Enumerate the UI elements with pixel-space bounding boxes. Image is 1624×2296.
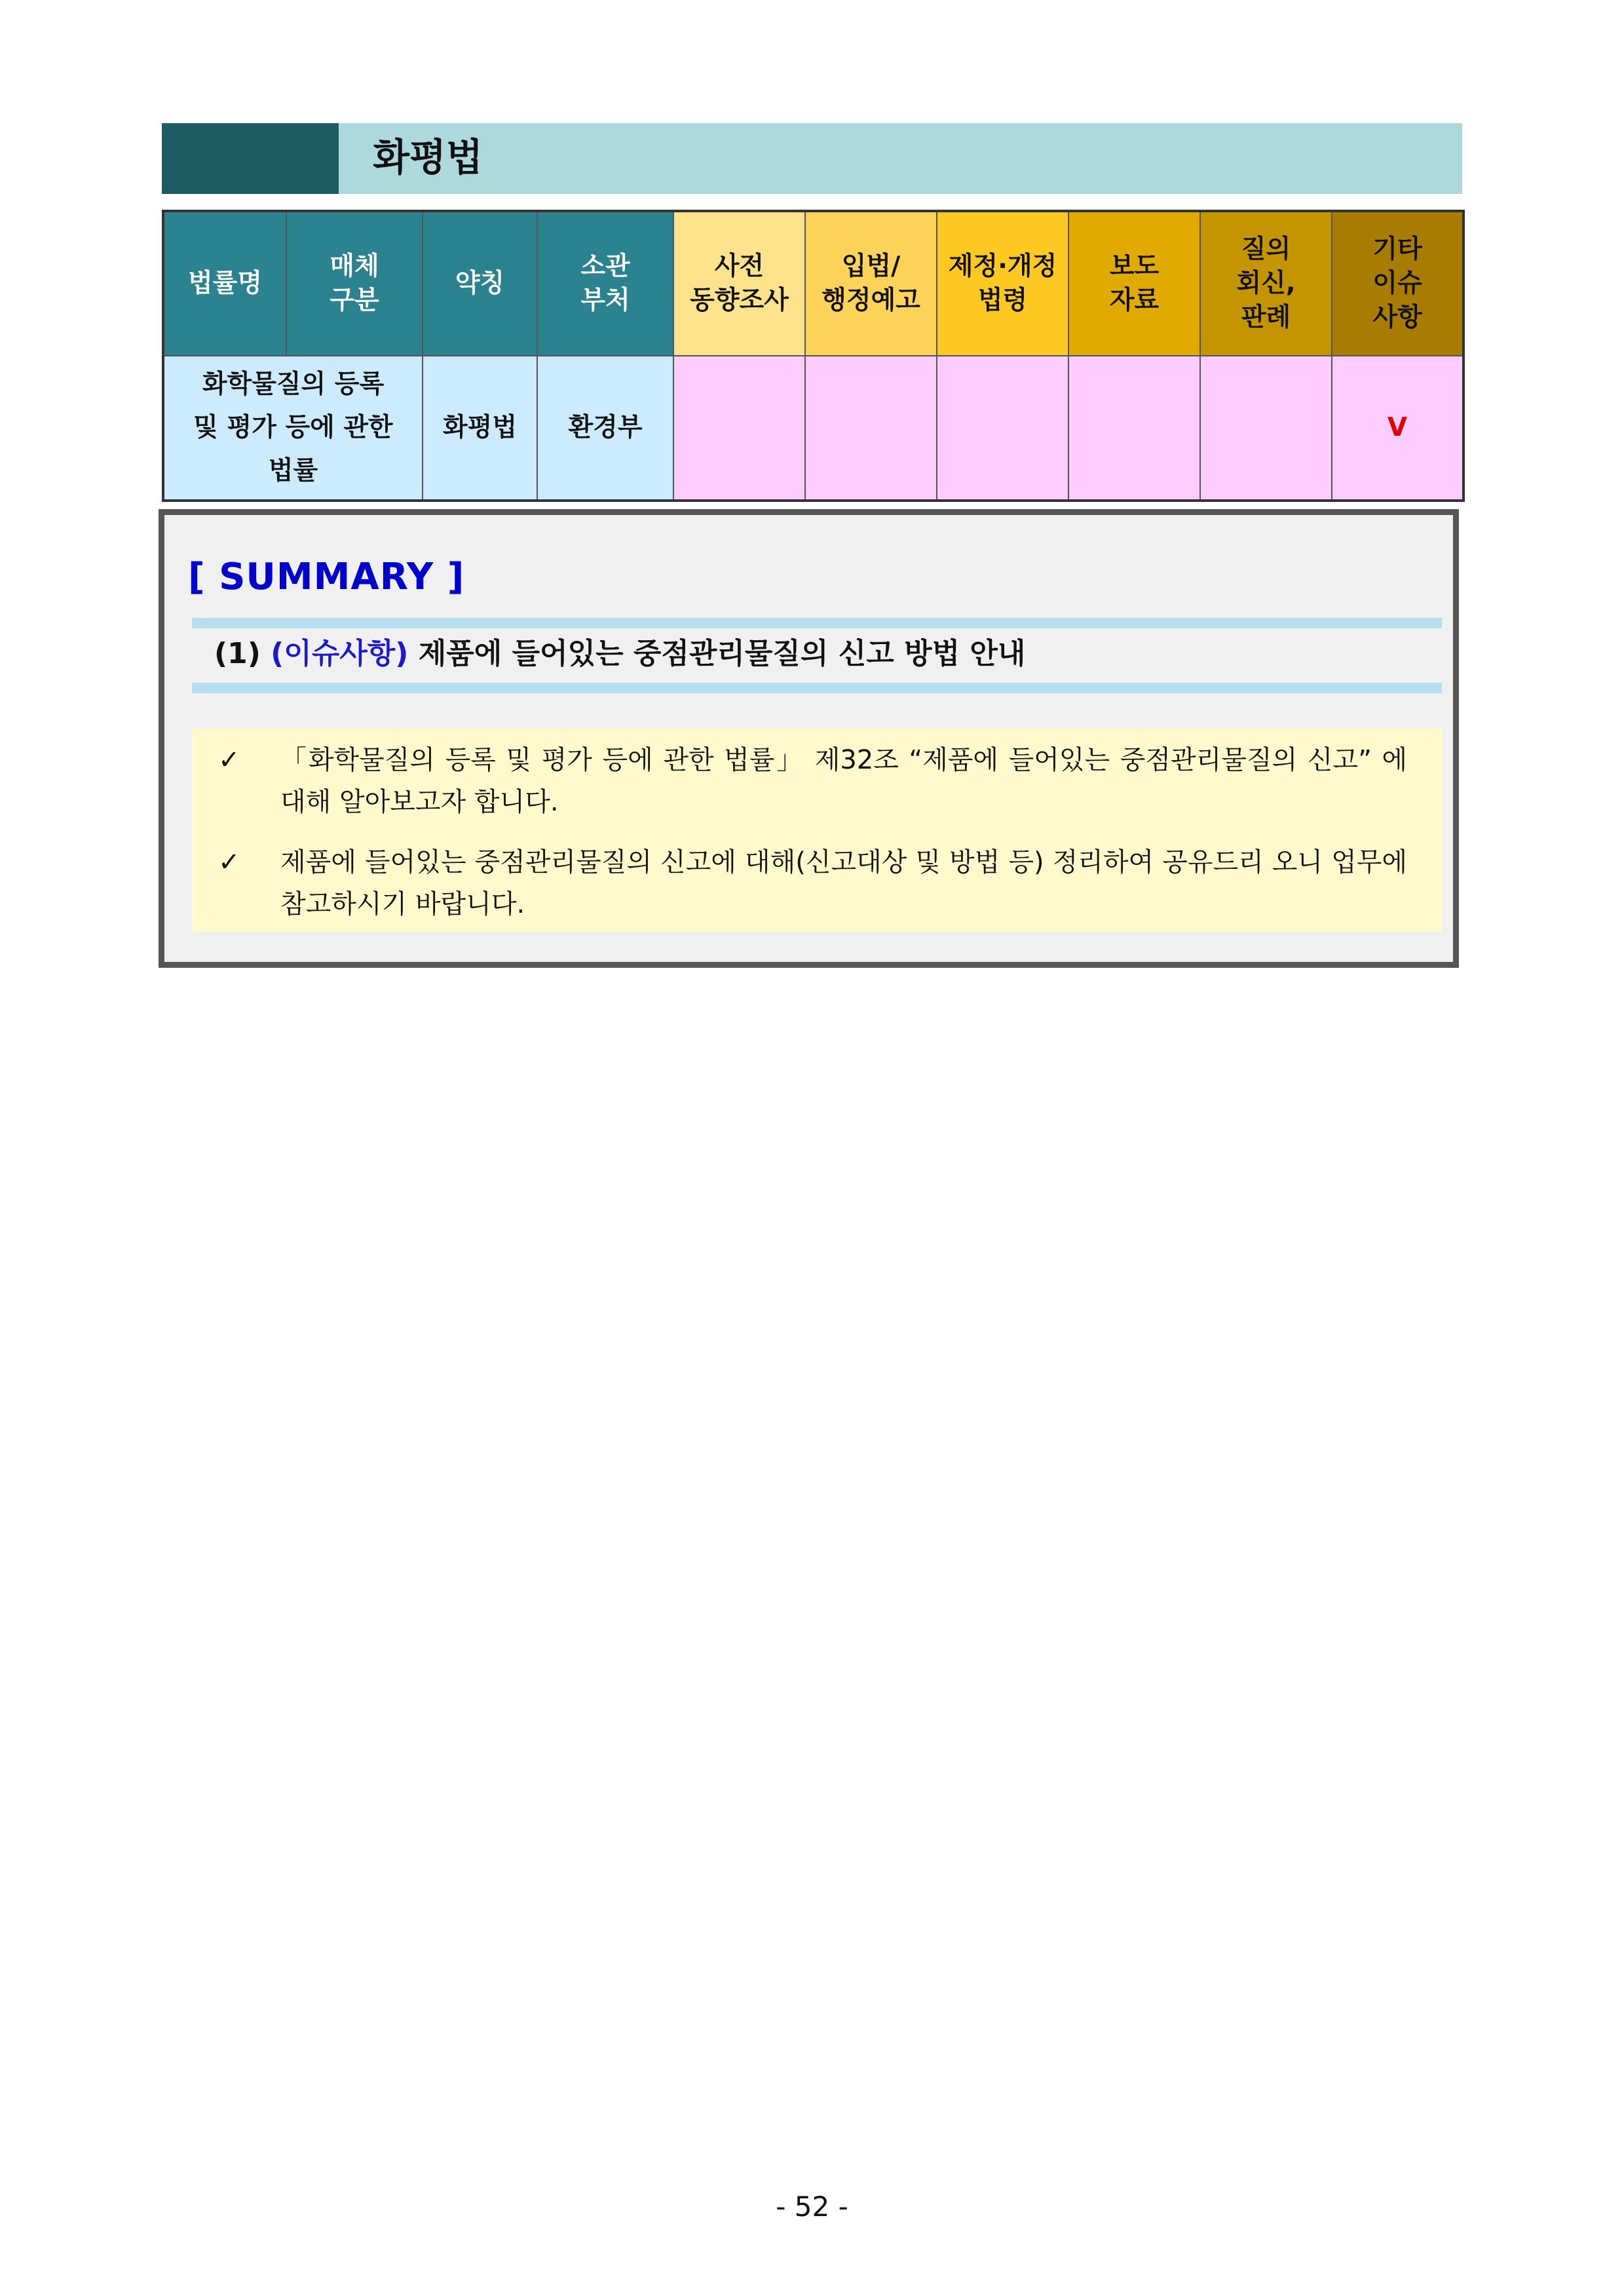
summary-heading: [ SUMMARY ] bbox=[188, 556, 465, 598]
cell-legislative-notice bbox=[805, 356, 937, 501]
header-press-release: 보도 자료 bbox=[1068, 211, 1200, 356]
cell-other-issues-check: V bbox=[1332, 356, 1463, 501]
cell-law-name: 화학물질의 등록 및 평가 등에 관한 법률 bbox=[163, 356, 423, 501]
header-other-issues: 기타 이슈 사항 bbox=[1332, 211, 1463, 356]
section-title-bar bbox=[162, 123, 1462, 194]
header-inquiry-ruling: 질의 회신, 판례 bbox=[1200, 211, 1332, 356]
law-info-table bbox=[162, 210, 1465, 502]
header-short-name: 약칭 bbox=[423, 211, 537, 356]
issue-number: (1) bbox=[214, 637, 261, 670]
issue-title: 제품에 들어있는 중점관리물질의 신고 방법 안내 bbox=[418, 637, 1026, 670]
section-title: 화평법 bbox=[373, 135, 483, 180]
header-ministry: 소관 부처 bbox=[537, 211, 673, 356]
summary-box bbox=[159, 509, 1459, 968]
cell-enactment bbox=[937, 356, 1068, 501]
check-icon: ✓ bbox=[218, 745, 240, 775]
header-legislative-notice: 입법/ 행정예고 bbox=[805, 211, 937, 356]
check-icon: ✓ bbox=[218, 847, 240, 877]
bullet-text: 「화학물질의 등록 및 평가 등에 관한 법률」 제32조 “제품에 들어있는 중점관리물질의 신고” 에 대해 알아보고자 합니다. bbox=[280, 745, 1407, 817]
header-trend-survey: 사전 동향조사 bbox=[673, 211, 805, 356]
issue-heading bbox=[214, 633, 1025, 675]
cell-ministry: 환경부 bbox=[537, 356, 673, 501]
cell-trend-survey bbox=[673, 356, 805, 501]
cell-inquiry-ruling bbox=[1200, 356, 1332, 501]
cell-short-name: 화평법 bbox=[423, 356, 537, 501]
list-item bbox=[218, 841, 1437, 925]
bullet-text: 제품에 들어있는 중점관리물질의 신고에 대해(신고대상 및 방법 등) 정리하여 공유드리 오니 업무에 참고하시기 바랍니다. bbox=[280, 847, 1407, 919]
title-accent-block bbox=[162, 123, 339, 194]
table-header-row bbox=[163, 211, 1463, 356]
divider-top bbox=[192, 618, 1442, 628]
header-enactment: 제정·개정 법령 bbox=[937, 211, 1068, 356]
issue-tag: (이슈사항) bbox=[271, 637, 409, 670]
page-number: - 52 - bbox=[776, 2191, 848, 2223]
summary-note bbox=[192, 729, 1442, 932]
table-row bbox=[163, 356, 1463, 501]
divider-bottom bbox=[192, 683, 1442, 693]
header-media-type: 매체 구분 bbox=[286, 211, 423, 356]
cell-press-release bbox=[1068, 356, 1200, 501]
header-law-name: 법률명 bbox=[163, 211, 286, 356]
list-item bbox=[218, 739, 1437, 823]
